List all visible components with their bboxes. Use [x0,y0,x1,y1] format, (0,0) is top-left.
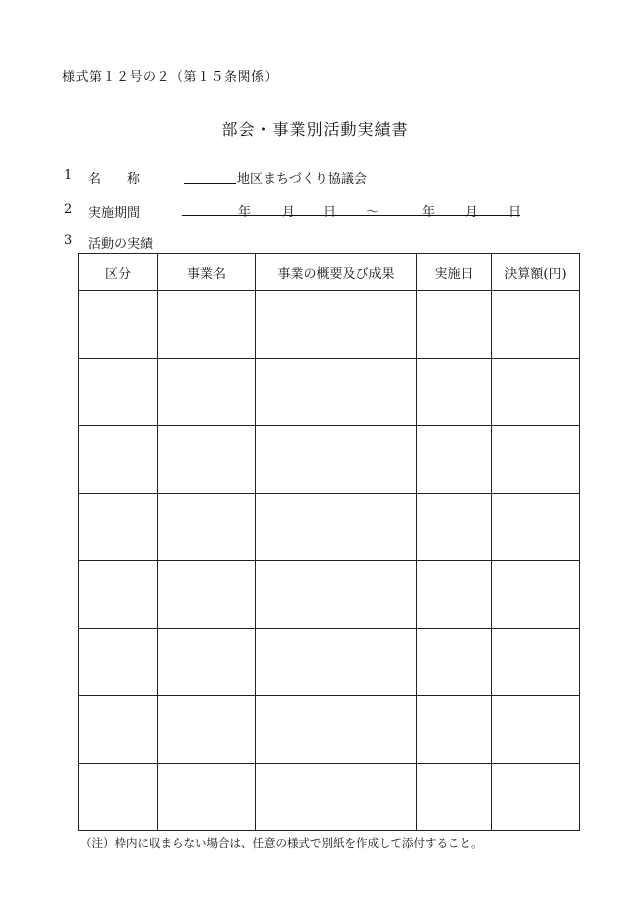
table-cell[interactable] [492,561,580,629]
table-cell[interactable] [158,493,256,561]
table-cell[interactable] [492,493,580,561]
table-cell[interactable] [256,426,417,494]
column-header-category: 区分 [79,254,158,291]
column-header-amount: 決算額(円) [492,254,580,291]
item-label: 実施期間 [88,206,141,221]
table-header-row [79,254,580,291]
table-cell[interactable] [79,493,158,561]
table-cell[interactable] [256,696,417,764]
table-cell[interactable] [417,763,492,831]
table-row [79,763,580,831]
table-row [79,426,580,494]
table-cell[interactable] [79,763,158,831]
table-cell[interactable] [158,358,256,426]
table-cell[interactable] [256,291,417,359]
table-row [79,696,580,764]
table-cell[interactable] [492,696,580,764]
table-cell[interactable] [417,291,492,359]
table-cell[interactable] [79,628,158,696]
table-cell[interactable] [79,291,158,359]
table-cell[interactable] [417,426,492,494]
table-cell[interactable] [417,358,492,426]
table-row [79,493,580,561]
period-separator: ～ [366,205,380,220]
table-cell[interactable] [158,696,256,764]
table-cell[interactable] [79,358,158,426]
table-cell[interactable] [79,426,158,494]
footnote: （注）枠内に収まらない場合は、任意の様式で別紙を作成して添付すること。 [80,836,483,850]
table-row [79,291,580,359]
table-cell[interactable] [158,628,256,696]
table-cell[interactable] [492,763,580,831]
column-header-project-name: 事業名 [158,254,256,291]
table-row [79,561,580,629]
start-day-label: 日 [323,205,337,220]
table-cell[interactable] [417,493,492,561]
item-number: 3 [64,233,73,248]
table-cell[interactable] [158,561,256,629]
table-cell[interactable] [256,763,417,831]
table-cell[interactable] [492,628,580,696]
table-cell[interactable] [158,291,256,359]
table-cell[interactable] [256,493,417,561]
start-month-label: 月 [282,205,296,220]
activity-results-table [78,253,580,831]
council-name: 地区まちづくり協議会 [237,172,367,187]
item-label: 名 称 [88,172,141,187]
table-cell[interactable] [256,561,417,629]
table-cell[interactable] [79,561,158,629]
table-cell[interactable] [79,696,158,764]
name-blank-line[interactable] [184,169,236,184]
table-cell[interactable] [417,628,492,696]
end-year-label: 年 [422,205,436,220]
table-cell[interactable] [158,426,256,494]
table-row [79,628,580,696]
column-header-summary: 事業の概要及び成果 [256,254,417,291]
end-day-label: 日 [508,205,522,220]
item-number: 1 [64,168,73,183]
table-cell[interactable] [492,426,580,494]
table-cell[interactable] [492,358,580,426]
table-cell[interactable] [256,628,417,696]
start-year-label: 年 [238,205,252,220]
table-row [79,358,580,426]
table-cell[interactable] [256,358,417,426]
column-header-date: 実施日 [417,254,492,291]
form-number: 様式第１２号の２（第１５条関係） [62,70,279,85]
document-title: 部会・事業別活動実績書 [221,120,409,139]
end-month-label: 月 [465,205,479,220]
table-cell[interactable] [417,696,492,764]
table-cell[interactable] [417,561,492,629]
item-label: 活動の実績 [88,237,154,252]
item-number: 2 [64,202,73,217]
table-cell[interactable] [492,291,580,359]
table-cell[interactable] [158,763,256,831]
